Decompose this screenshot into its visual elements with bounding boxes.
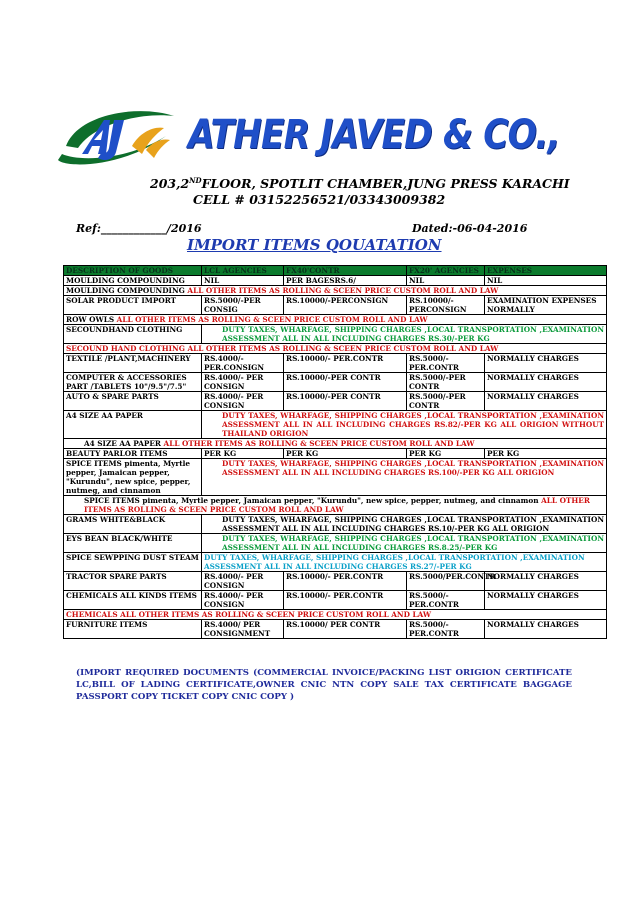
table-row xyxy=(64,439,607,449)
table-note-cell: SPICE ITEMS pimenta, Myrtle pepper, Jamaican pepper, "Kurundu", new spice, pepper, nutmeg, and cinnamon ALL OTHER ITEMS AS ROLLING & SCEEN PRICE CUSTOM ROLL AND LAW xyxy=(64,496,607,515)
table-cell: TEXTILE /PLANT,MACHINERY xyxy=(64,354,202,373)
table-cell: RS.10000/- PERCONSIGN xyxy=(407,296,485,315)
table-cell: GRAMS WHITE&BLACK xyxy=(64,515,202,534)
reference-line: Ref:____________/2016 xyxy=(76,222,202,235)
table-row xyxy=(64,392,607,411)
table-row xyxy=(64,296,607,315)
table-row xyxy=(64,610,607,620)
table-row xyxy=(64,449,607,459)
table-cell: RS.4000/ PER CONSIGNMENT xyxy=(202,620,284,639)
table-cell: RS.10000/-PERCONSIGN xyxy=(284,296,407,315)
table-cell: NORMALLY CHARGES xyxy=(485,373,607,392)
table-row xyxy=(64,354,607,373)
table-cell: DUTY TAXES, WHARFAGE, SHIPPING CHARGES ,LOCAL TRANSPORTATION ,EXAMINATION ASSESSMENT ALL IN ALL INCLUDING CHARGES RS.27/-PER KG xyxy=(202,553,607,572)
table-cell: RS.10000/- PER.CONTR xyxy=(284,572,407,591)
table-cell: DUTY TAXES, WHARFAGE, SHIPPING CHARGES ,LOCAL TRANSPORTATION ,EXAMINATION ASSESSMENT ALL IN ALL INCLUDING CHARGES RS.100/-PER KG ALL ORIGION xyxy=(202,459,607,496)
table-cell: RS.10000/-PER CONTR xyxy=(284,392,407,411)
table-cell: EXAMINATION EXPENSES NORMALLY xyxy=(485,296,607,315)
date-line: Dated:-06-04-2016 xyxy=(412,222,528,235)
table-cell: RS.5000/-PER CONSIG xyxy=(202,296,284,315)
table-cell: A4 SIZE AA PAPER xyxy=(64,411,202,439)
table-note-cell: ROW OWLS ALL OTHER ITEMS AS ROLLING & SCEEN PRICE CUSTOM ROLL AND LAW xyxy=(64,315,607,325)
table-header-row xyxy=(64,266,607,276)
table-cell: PER KG xyxy=(202,449,284,459)
table-row xyxy=(64,496,607,515)
table-cell: FURNITURE ITEMS xyxy=(64,620,202,639)
table-cell: TRACTOR SPARE PARTS xyxy=(64,572,202,591)
table-row xyxy=(64,344,607,354)
table-cell: NORMALLY CHARGES xyxy=(485,392,607,411)
table-cell: DUTY TAXES, WHARFAGE, SHIPPING CHARGES ,LOCAL TRANSPORTATION ,EXAMINATION ASSESSMENT ALL IN ALL INCLUDING CHARGES RS.82/-PER KG ALL ORIGION WITHOUT THAILAND ORIGION xyxy=(202,411,607,439)
table-cell: RS.4000/- PER.CONSIGN xyxy=(202,354,284,373)
table-note-cell: SECOUND HAND CLOTHING ALL OTHER ITEMS AS ROLLING & SCEEN PRICE CUSTOM ROLL AND LAW xyxy=(64,344,607,354)
table-row xyxy=(64,553,607,572)
table-cell: NIL xyxy=(485,276,607,286)
table-cell: DUTY TAXES, WHARFAGE, SHIPPING CHARGES ,LOCAL TRANSPORTATION ,EXAMINATION ASSESSMENT ALL IN ALL INCLUDING CHARGES RS.30/-PER KG xyxy=(202,325,607,344)
table-cell: DUTY TAXES, WHARFAGE, SHIPPING CHARGES ,LOCAL TRANSPORTATION ,EXAMINATION ASSESSMENT ALL IN ALL INCLUDING CHARGES RS.10/-PER KG ALL ORIGION xyxy=(202,515,607,534)
table-row xyxy=(64,276,607,286)
table-cell: RS.4000/- PER CONSIGN xyxy=(202,591,284,610)
table-cell: RS.5000/-PER CONTR xyxy=(407,373,485,392)
table-row xyxy=(64,591,607,610)
table-cell: RS.10000/-PER CONTR xyxy=(284,373,407,392)
table-cell: RS.4000/- PER CONSIGN xyxy=(202,392,284,411)
table-cell: NORMALLY CHARGES xyxy=(485,620,607,639)
table-row xyxy=(64,373,607,392)
quotation-table xyxy=(63,265,607,639)
table-row xyxy=(64,459,607,496)
company-phone: CELL # 03152256521/03343009382 xyxy=(193,192,446,207)
table-row xyxy=(64,286,607,296)
table-cell: PER KG xyxy=(485,449,607,459)
table-cell: NORMALLY CHARGES xyxy=(485,572,607,591)
table-row xyxy=(64,411,607,439)
table-cell: PER KG xyxy=(407,449,485,459)
table-cell: RS.5000/PER.CONTR xyxy=(407,572,485,591)
table-cell: PER KG xyxy=(284,449,407,459)
table-cell: EYS BEAN BLACK/WHITE xyxy=(64,534,202,553)
table-row xyxy=(64,534,607,553)
table-cell: NORMALLY CHARGES xyxy=(485,354,607,373)
page-title: IMPORT ITEMS QOUATATION xyxy=(187,236,442,254)
table-note-cell: A4 SIZE AA PAPER ALL OTHER ITEMS AS ROLLING & SCEEN PRICE CUSTOM ROLL AND LAW xyxy=(64,439,607,449)
company-logo xyxy=(48,102,178,176)
table-cell: COMPUTER & ACCESSORIES PART /TABLETS 10"/9.5"/7.5" xyxy=(64,373,202,392)
company-address: 203,2NDFLOOR, SPOTLIT CHAMBER,JUNG PRESS KARACHI xyxy=(150,176,570,192)
table-cell: BEAUTY PARLOR ITEMS xyxy=(64,449,202,459)
table-cell: SPICE SEWPPING DUST STEAM xyxy=(64,553,202,572)
table-cell: AUTO & SPARE PARTS xyxy=(64,392,202,411)
table-cell: RS.5000/-PER CONTR xyxy=(407,392,485,411)
header-cell: EXPENSES xyxy=(485,266,607,276)
required-documents: (IMPORT REQUIRED DOCUMENTS (COMMERCIAL INVOICE/PACKING LIST ORIGION CERTIFICATE LC,BILL OF LADING CERTIFICATE,OWNER CNIC NTN COPY SALE TAX CERTIFICATE BAGGAGE PASSPORT COPY TICKET COPY CNIC COPY ) xyxy=(76,668,572,702)
table-cell: RS.4000/- PER CONSIGN xyxy=(202,373,284,392)
table-cell: RS.5000/-PER.CONTR xyxy=(407,620,485,639)
table-cell: DUTY TAXES, WHARFAGE, SHIPPING CHARGES ,LOCAL TRANSPORTATION ,EXAMINATION ASSESSMENT ALL IN ALL INCLUDING CHARGES RS.8.25/-PER KG xyxy=(202,534,607,553)
table-cell: SOLAR PRODUCT IMPORT xyxy=(64,296,202,315)
table-cell: MOULDING COMPOUNDING xyxy=(64,276,202,286)
table-cell: PER BAGESRS.6/ xyxy=(284,276,407,286)
table-note-cell: MOULDING COMPOUNDING ALL OTHER ITEMS AS ROLLING & SCEEN PRICE CUSTOM ROLL AND LAW xyxy=(64,286,607,296)
table-cell: RS.10000/- PER.CONTR xyxy=(284,591,407,610)
table-cell: RS.4000/- PER CONSIGN xyxy=(202,572,284,591)
table-cell: SPICE ITEMS pimenta, Myrtle pepper, Jamaican pepper, "Kurundu", new spice, pepper, nutmeg, and cinnamon xyxy=(64,459,202,496)
company-name: ATHER JAVED & CO., xyxy=(188,112,560,158)
table-note-cell: CHEMICALS ALL OTHER ITEMS AS ROLLING & SCEEN PRICE CUSTOM ROLL AND LAW xyxy=(64,610,607,620)
table-cell: NIL xyxy=(202,276,284,286)
table-row xyxy=(64,315,607,325)
header-cell: FX20' AGENCIES xyxy=(407,266,485,276)
table-cell: CHEMICALS ALL KINDS ITEMS xyxy=(64,591,202,610)
table-row xyxy=(64,572,607,591)
table-cell: RS.5000/-PER.CONTR xyxy=(407,591,485,610)
header-cell: FX40'CONTR xyxy=(284,266,407,276)
table-cell: RS.10000/- PER.CONTR xyxy=(284,354,407,373)
table-cell: NORMALLY CHARGES xyxy=(485,591,607,610)
table-row xyxy=(64,620,607,639)
table-cell: SECOUNDHAND CLOTHING xyxy=(64,325,202,344)
table-cell: NIL xyxy=(407,276,485,286)
table-cell: RS.5000/- PER.CONTR xyxy=(407,354,485,373)
table-row xyxy=(64,515,607,534)
table-row xyxy=(64,325,607,344)
table-cell: RS.10000/ PER CONTR xyxy=(284,620,407,639)
header-cell: LCL AGENCIES xyxy=(202,266,284,276)
header-cell: DESCRIPTION OF GOODS xyxy=(64,266,202,276)
